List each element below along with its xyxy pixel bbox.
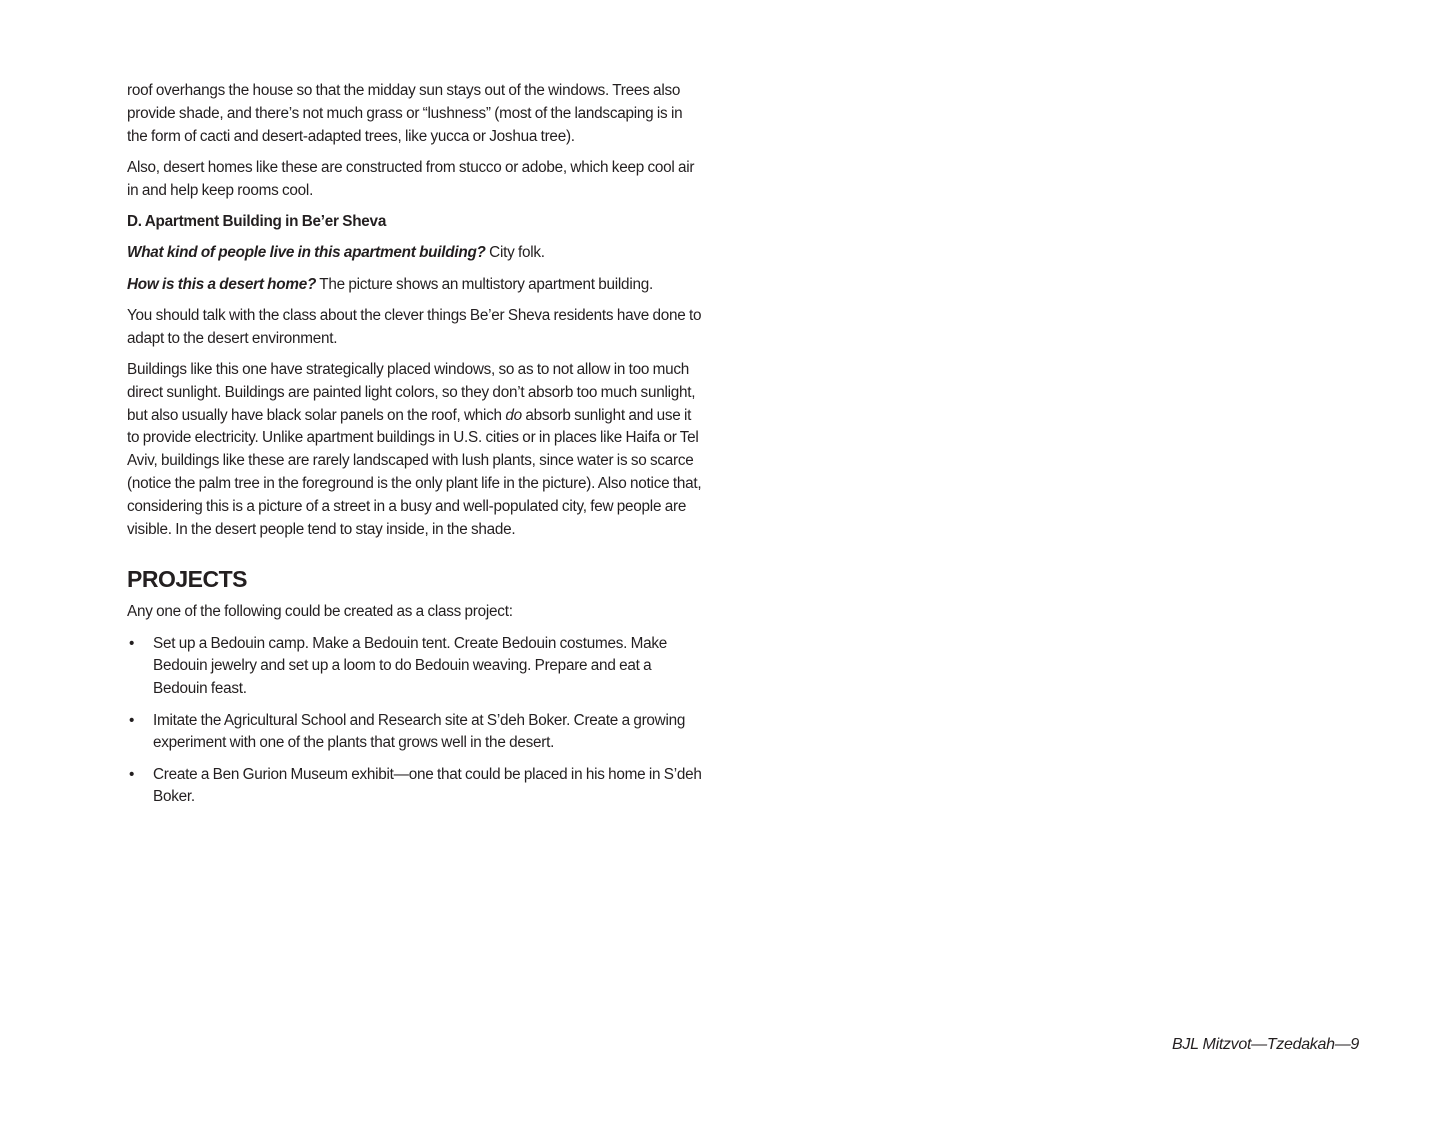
paragraph-talk-with-class: You should talk with the class about the clever things Be’er Sheva residents have done to adapt to the desert environment. bbox=[127, 306, 702, 347]
page-footer: BJL Mitzvot—Tzedakah—9 bbox=[1172, 1036, 1359, 1053]
bullet-icon: • bbox=[129, 634, 135, 652]
list-item-text: Create a Ben Gurion Museum exhibit—one that could be placed in his home in S’deh Boker. bbox=[153, 765, 702, 806]
projects-list bbox=[127, 633, 702, 810]
question-desert-home: How is this a desert home? bbox=[127, 275, 317, 293]
question-answer-people bbox=[127, 242, 702, 265]
projects-intro: Any one of the following could be created as a class project: bbox=[127, 603, 513, 621]
answer-desert-home: The picture shows an multistory apartment building. bbox=[316, 275, 653, 293]
paragraph-strategic-windows-part2: absorb sunlight and use it to provide electricity. Unlike apartment buildings in U.S. cities or in places like Haifa or Tel Aviv, buildings like these are rarely landscaped with lush plants, since water is so scarce (notice the palm tree in the foreground is the only plant life in the picture). Also notice that, considering this is a picture of a street in a busy and well-populated city, few people are visible. In the desert people tend to stay inside, in the shade. bbox=[127, 406, 702, 538]
question-answer-desert-home bbox=[127, 274, 702, 297]
bullet-icon: • bbox=[129, 765, 135, 783]
question-people: What kind of people live in this apartment building? bbox=[127, 244, 486, 262]
list-item bbox=[127, 764, 702, 810]
main-text-column bbox=[127, 80, 702, 818]
list-item bbox=[127, 710, 702, 756]
subheading-apartment-building: D. Apartment Building in Be’er Sheva bbox=[127, 212, 387, 230]
list-item-text: Imitate the Agricultural School and Research site at S’deh Boker. Create a growing experiment with one of the plants that grows well in the desert. bbox=[153, 711, 686, 752]
paragraph-strategic-windows-emphasis: do bbox=[505, 406, 522, 424]
paragraph-stucco-adobe: Also, desert homes like these are constructed from stucco or adobe, which keep cool air in and help keep rooms cool. bbox=[127, 158, 695, 199]
paragraph-strategic-windows-part1: Buildings like this one have strategically placed windows, so as to not allow in too much direct sunlight. Buildings are painted light colors, so they don’t absorb too much sunlight, but also usually have black solar panels on the roof, which bbox=[127, 360, 696, 424]
bullet-icon: • bbox=[129, 711, 135, 729]
section-title-projects: PROJECTS bbox=[127, 566, 247, 593]
answer-people: City folk. bbox=[485, 244, 545, 262]
list-item-text: Set up a Bedouin camp. Make a Bedouin tent. Create Bedouin costumes. Make Bedouin jewelry and set up a loom to do Bedouin weaving. Prepare and eat a Bedouin feast. bbox=[153, 634, 668, 698]
paragraph-strategic-windows bbox=[127, 359, 702, 541]
list-item bbox=[127, 633, 702, 701]
paragraph-roof-overhangs: roof overhangs the house so that the midday sun stays out of the windows. Trees also provide shade, and there’s not much grass or “lushness” (most of the landscaping is in the form of cacti and desert-adapted trees, like yucca or Joshua tree). bbox=[127, 82, 683, 145]
